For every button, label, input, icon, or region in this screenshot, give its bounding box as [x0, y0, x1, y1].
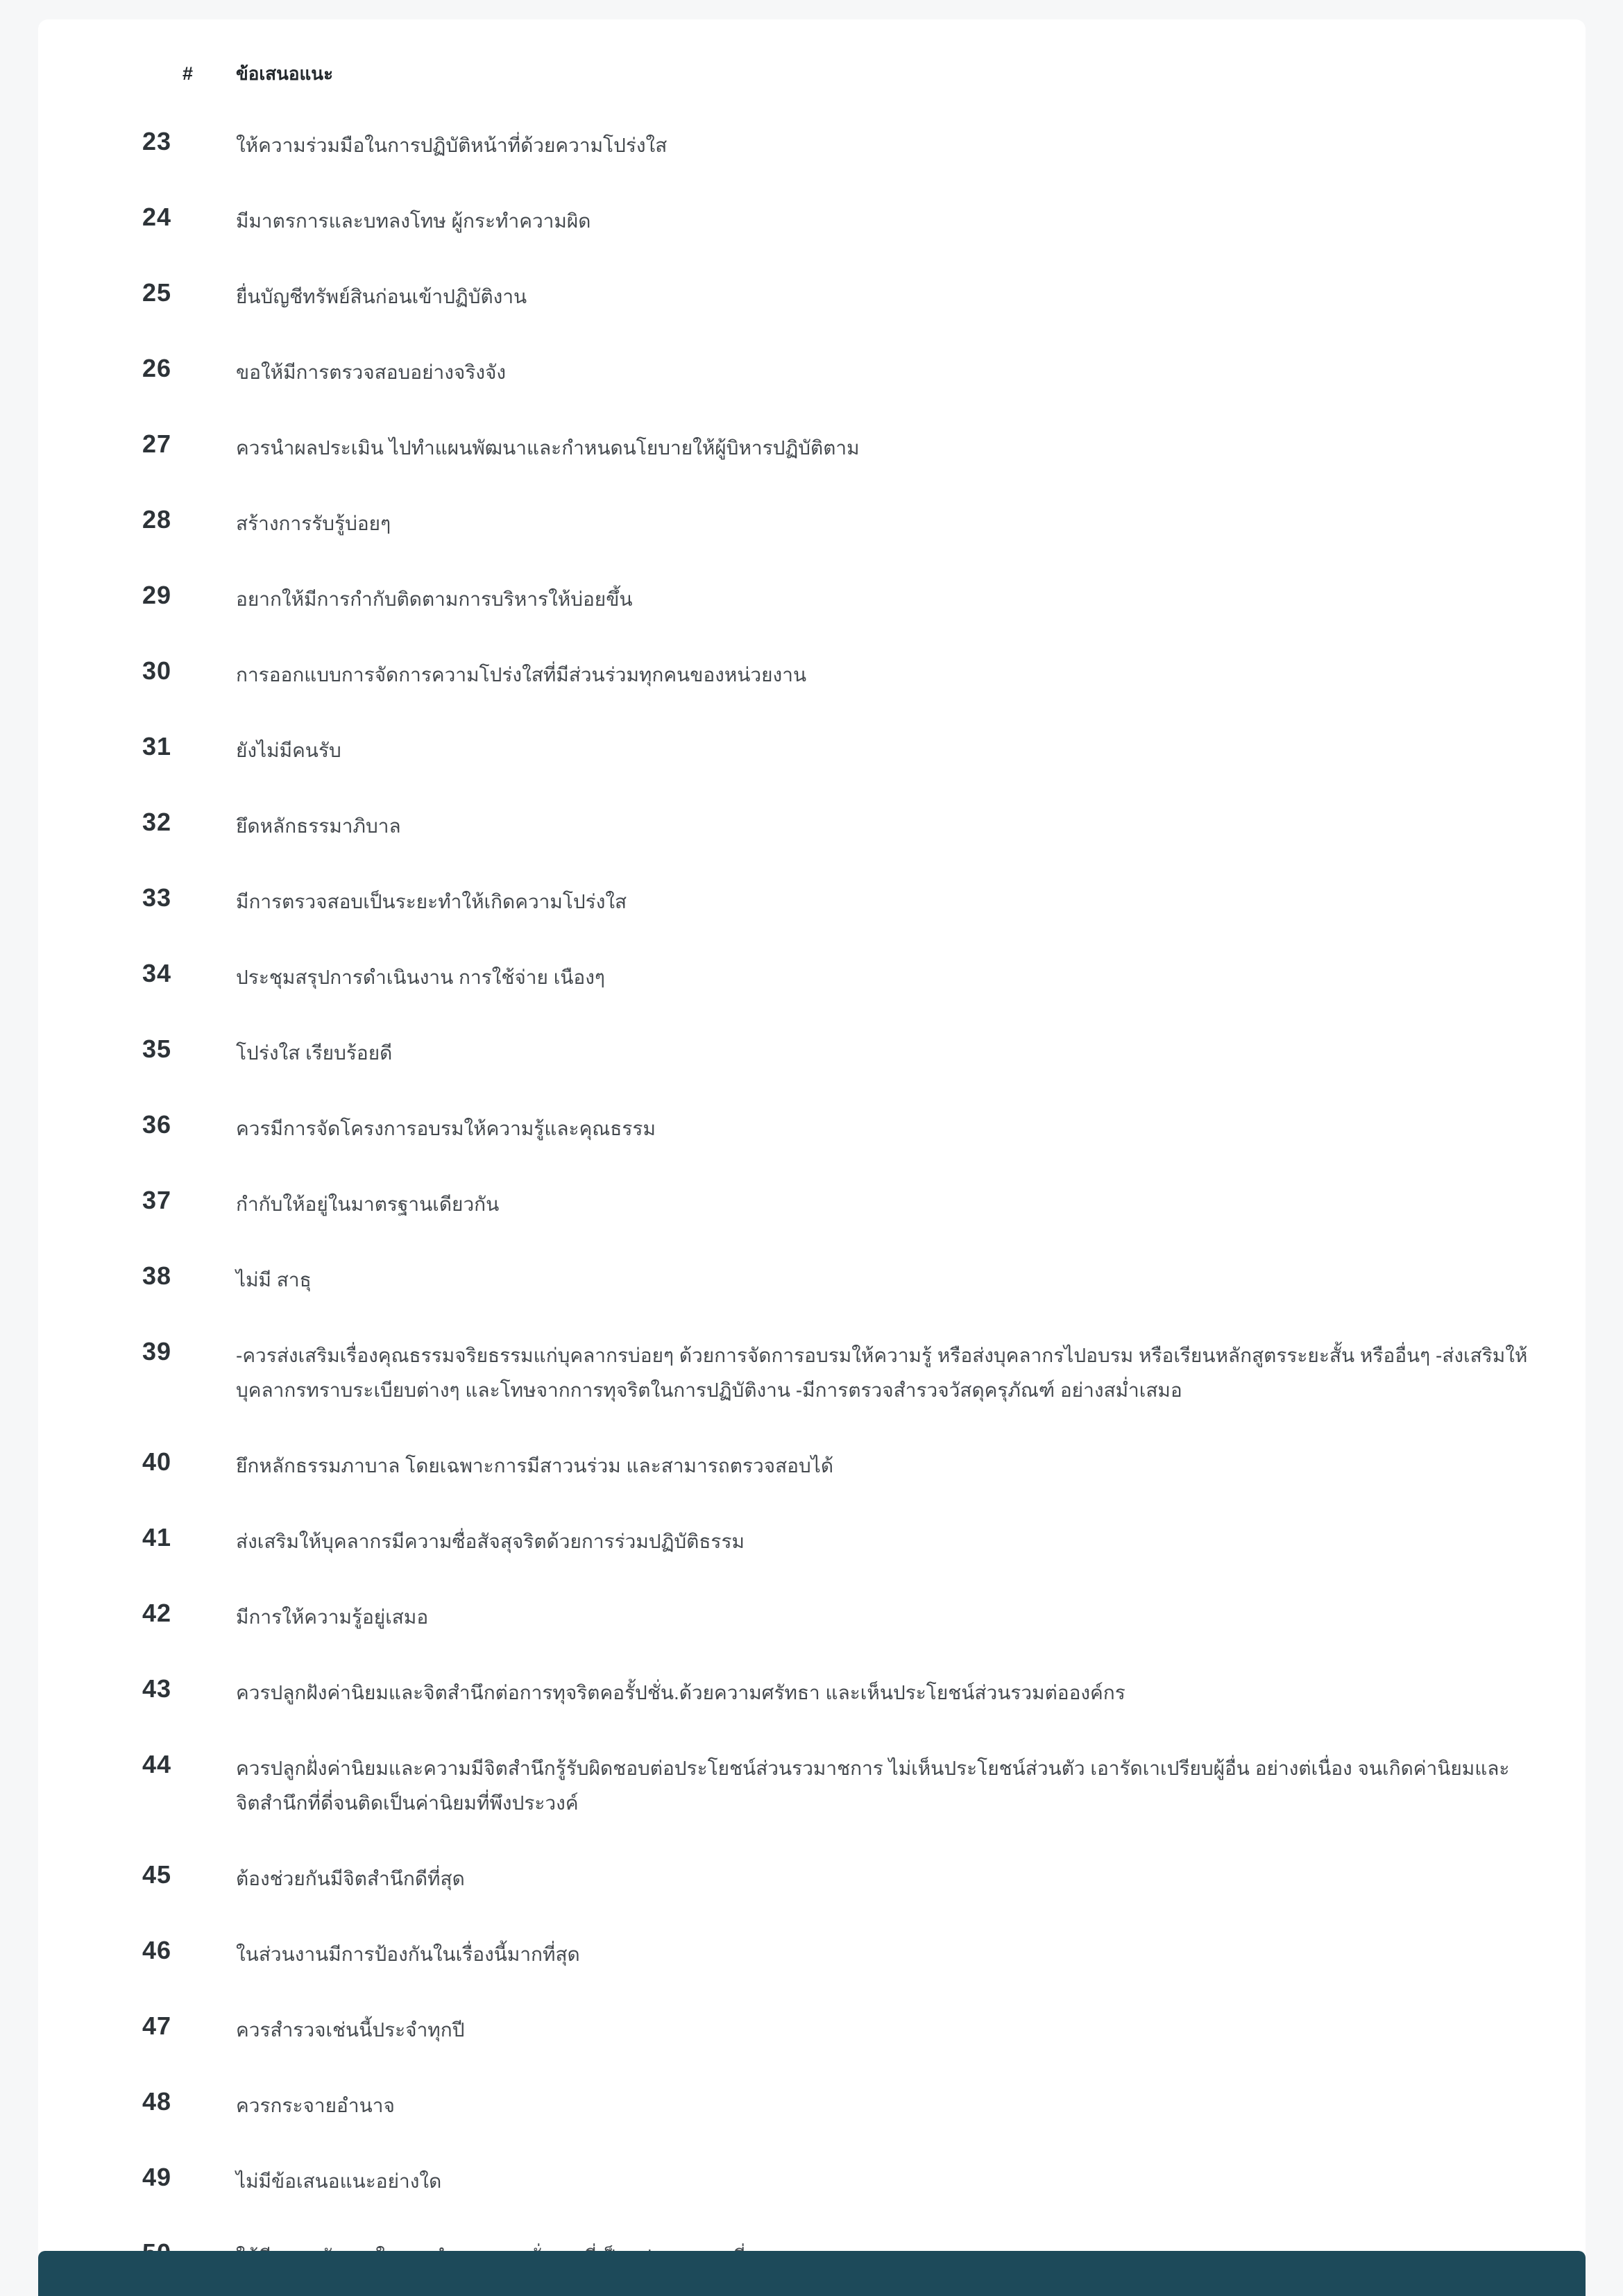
row-number: 29 [142, 581, 172, 609]
table-row [142, 502, 1537, 541]
table-row [142, 1933, 1537, 1972]
table-row [142, 2009, 1537, 2048]
row-number: 28 [142, 505, 172, 534]
table-row [142, 1334, 1537, 1408]
table-row [142, 1596, 1537, 1635]
row-suggestion-text: ควรมีการจัดโครงการอบรมให้ความรู้และคุณธรรม [236, 1118, 656, 1139]
row-suggestion-text: ควรสำรวจเช่นนี้ประจำทุกปี [236, 2019, 465, 2041]
row-number: 44 [142, 1750, 172, 1778]
table-row [142, 805, 1537, 844]
row-suggestion-text: ควรนำผลประเมิน ไปทำแผนพัฒนาและกำหนดนโยบายให้ผู้บิหารปฏิบัติตาม [236, 437, 860, 459]
report-page-card [38, 19, 1586, 2296]
row-number: 40 [142, 1447, 172, 1476]
row-number: 43 [142, 1674, 172, 1703]
row-suggestion-text: ยึกหลักธรรมภาบาล โดยเฉพาะการมีสาวนร่วม และสามารถตรวจสอบได้ [236, 1455, 834, 1477]
table-row [142, 578, 1537, 617]
row-suggestion-text: ต้องช่วยกันมีจิตสำนึกดีที่สุด [236, 1868, 465, 1889]
table-row [142, 1747, 1537, 1821]
table-row [142, 2160, 1537, 2199]
suggestions-table [38, 19, 1586, 2274]
table-row [142, 1107, 1537, 1146]
row-number: 26 [142, 354, 172, 382]
row-suggestion-text: ขอให้มีการตรวจสอบอย่างจริงจัง [236, 362, 507, 383]
table-header-suggestion: ข้อเสนอแนะ [236, 63, 334, 84]
row-number: 41 [142, 1523, 172, 1551]
table-row [142, 1032, 1537, 1071]
row-number: 47 [142, 2012, 172, 2040]
row-suggestion-text: ประชุมสรุปการดำเนินงาน การใช้จ่าย เนืองๆ [236, 967, 605, 988]
table-row [142, 427, 1537, 466]
row-suggestion-text: มีมาตรการและบทลงโทษ ผู้กระทำความผิด [236, 210, 591, 232]
row-number: 31 [142, 732, 172, 760]
row-suggestion-text: มีการตรวจสอบเป็นระยะทำให้เกิดความโปร่งใส [236, 891, 627, 912]
row-suggestion-text: ให้ความร่วมมือในการปฏิบัติหน้าที่ด้วยความโปร่งใส [236, 135, 668, 156]
table-row [142, 956, 1537, 995]
table-row [142, 729, 1537, 768]
table-row [142, 200, 1537, 239]
row-suggestion-text: ยื่นบัญชีทรัพย์สินก่อนเข้าปฏิบัติงาน [236, 286, 527, 307]
row-suggestion-text: ควรปลูกฝั่งค่านิยมและความมีจิตสำนึกรู้รับผิดชอบต่อประโยชน์ส่วนรวมาชการ ไม่เห็นประโยชน์ส่วนตัว เอารัดเาเปรียบผู้อื่น อย่างต่เนื่อง จนเกิดค่านิยมและจิตสำนึกที่ดี่จนติดเป็นค่านิยมที่พึงประวงค์ [236, 1758, 1510, 1814]
row-number: 35 [142, 1035, 172, 1063]
row-number: 33 [142, 883, 172, 912]
row-number: 46 [142, 1936, 172, 1964]
table-row [142, 1857, 1537, 1896]
row-number: 23 [142, 127, 172, 155]
row-number: 49 [142, 2163, 172, 2191]
row-number: 30 [142, 656, 172, 685]
row-number: 34 [142, 959, 172, 987]
row-number: 24 [142, 203, 172, 231]
row-suggestion-text: การออกแบบการจัดการความโปร่งใสที่มีส่วนร่วมทุกคนของหน่วยงาน [236, 664, 807, 686]
row-suggestion-text: กำกับให้อยู่ในมาตรฐานเดียวกัน [236, 1193, 500, 1215]
table-row [142, 1183, 1537, 1222]
row-number: 48 [142, 2087, 172, 2116]
table-row [142, 881, 1537, 919]
row-number: 25 [142, 278, 172, 307]
row-suggestion-text: ยังไม่มีคนรับ [236, 740, 341, 761]
table-row [142, 1445, 1537, 1483]
row-suggestion-text: โปร่งใส เรียบร้อยดี [236, 1042, 393, 1064]
suggestions-table-body [142, 124, 1537, 2274]
row-suggestion-text: มีการให้ความรู้อยู่เสมอ [236, 1606, 429, 1628]
row-number: 32 [142, 808, 172, 836]
next-section-header-bar [38, 2251, 1586, 2296]
row-suggestion-text: ควรกระจายอำนาจ [236, 2095, 395, 2116]
row-suggestion-text: ไม่มีข้อเสนอแนะอย่างใด [236, 2170, 442, 2192]
row-suggestion-text: ในส่วนงานมีการป้องกันในเรื่องนี้มากที่สุด [236, 1944, 580, 1965]
row-number: 45 [142, 1860, 172, 1889]
table-row [142, 351, 1537, 390]
row-suggestion-text: ไม่มี สาธุ [236, 1269, 312, 1291]
row-number: 42 [142, 1599, 172, 1627]
row-suggestion-text: ควรปลูกฝังค่านิยมและจิตสำนึกต่อการทุจริตคอรั้ปชั่น.ด้วยความศรัทธา และเห็นประโยชน์ส่วนรวมต่อองค์กร [236, 1682, 1125, 1703]
table-header-row [142, 60, 1537, 88]
table-row [142, 1259, 1537, 1298]
row-suggestion-text: -ควรส่งเสริมเรื่องคุณธรรมจริยธรรมแก่บุคลากรบ่อยๆ ด้วยการจัดการอบรมให้ความรู้ หรือส่งบุคลากรไปอบรม หรือเรียนหลักสูตรระยะสั้น หรืออื่นๆ -ส่งเสริมให้บุคลากรทราบระเบียบต่างๆ และโทษจากการทุจริตในการปฏิบัติงาน -มีการตรวจสำรวจวัสดุครุภัณฑ์ อย่างสม่ำเสมอ [236, 1345, 1528, 1401]
row-number: 27 [142, 430, 172, 458]
table-row [142, 124, 1537, 163]
table-row [142, 1672, 1537, 1710]
row-suggestion-text: สร้างการรับรู้บ่อยๆ [236, 513, 391, 534]
row-suggestion-text: ส่งเสริมให้บุคลากรมีความซื่อสัจสุจริตด้วยการร่วมปฏิบัติธรรม [236, 1531, 745, 1552]
row-suggestion-text: ยึดหลักธรรมาภิบาล [236, 815, 401, 837]
row-number: 37 [142, 1186, 172, 1214]
table-row [142, 654, 1537, 692]
table-row [142, 2084, 1537, 2123]
row-suggestion-text: อยากให้มีการกำกับติดตามการบริหารให้บ่อยขึ้น [236, 588, 633, 610]
table-header-number: # [182, 63, 194, 84]
row-number: 39 [142, 1337, 172, 1366]
row-number: 36 [142, 1110, 172, 1139]
row-number: 38 [142, 1261, 172, 1290]
table-row [142, 275, 1537, 314]
table-row [142, 1520, 1537, 1559]
